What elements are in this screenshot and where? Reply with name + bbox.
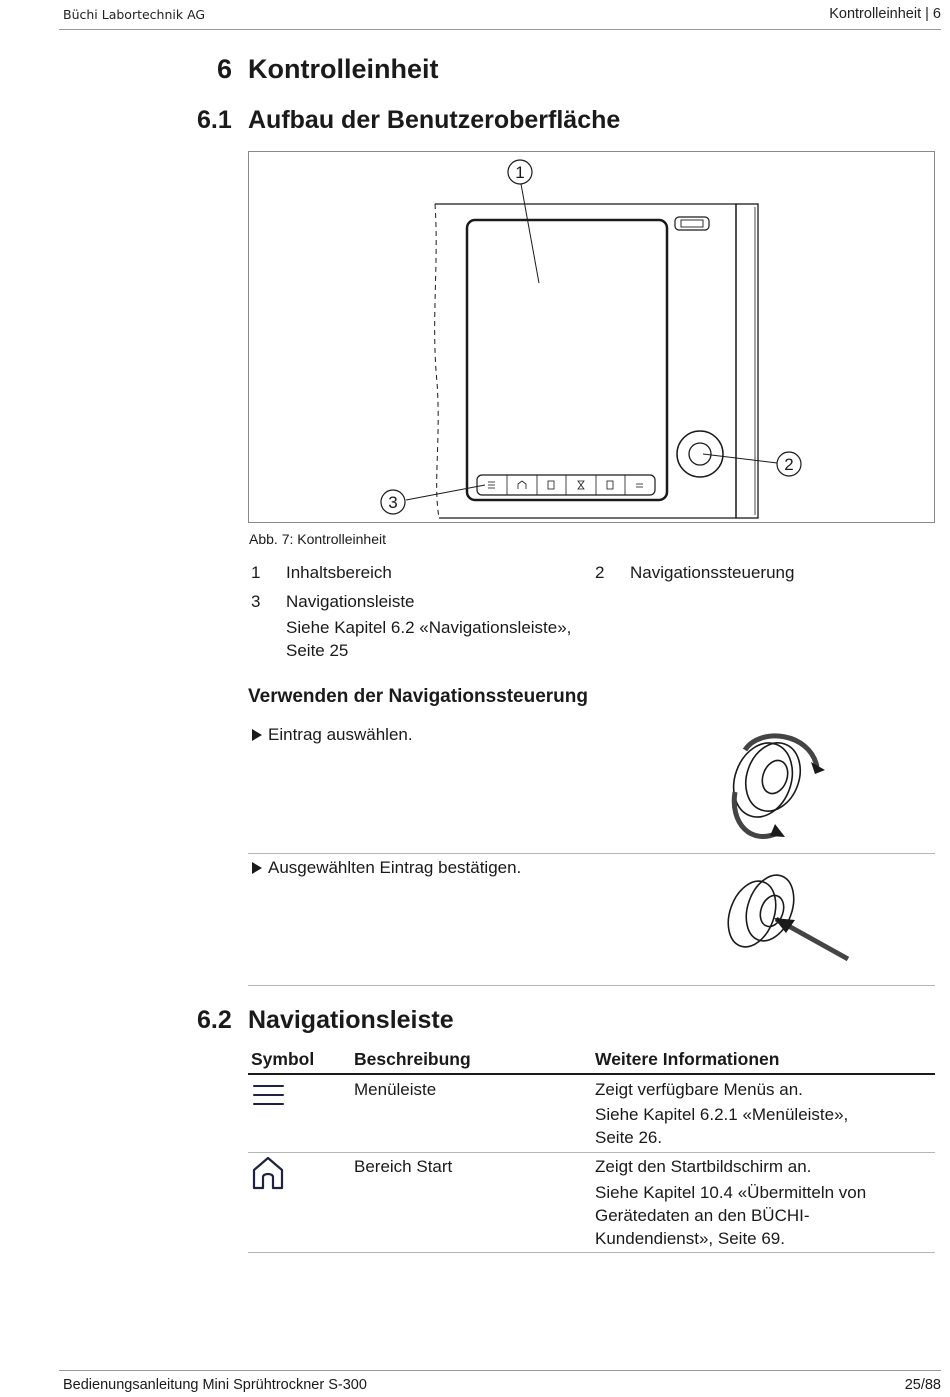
legend-1-num: 1: [251, 563, 261, 582]
legend-3-reference[interactable]: Siehe Kapitel 6.2 «Navigationsleiste»,: [286, 618, 572, 637]
figure-caption: Abb. 7: Kontrolleinheit: [249, 531, 386, 547]
home-icon: [251, 1155, 287, 1191]
callout-2: 2: [784, 455, 794, 474]
legend-3-num: 3: [251, 592, 261, 611]
legend-3-label: Navigationsleiste: [286, 592, 415, 611]
footer-divider: [59, 1370, 941, 1371]
nav-control-heading: Verwenden der Navigationssteuerung: [248, 686, 588, 707]
row-menu-reference[interactable]: Siehe Kapitel 6.2.1 «Menüleiste»,: [595, 1105, 849, 1124]
step-confirm-text: Ausgewählten Eintrag bestätigen.: [268, 858, 522, 877]
chapter-number: 6: [217, 54, 233, 84]
legend-2-label: Navigationssteuerung: [630, 563, 795, 582]
legend-3-reference-page[interactable]: Seite 25: [286, 641, 349, 660]
footer-page-number: 25/88: [904, 1377, 941, 1393]
section-divider: [248, 985, 935, 986]
step-divider: [248, 853, 935, 854]
knob-rotate-icon: [715, 722, 835, 847]
callout-3: 3: [388, 493, 398, 512]
legend-1-label: Inhaltsbereich: [286, 563, 392, 582]
chapter-title: Kontrolleinheit: [248, 54, 439, 84]
header-divider: [59, 29, 941, 30]
row-menu-info: Zeigt verfügbare Menüs an.: [595, 1080, 803, 1099]
section-6-1-number: 6.1: [197, 106, 232, 134]
step-bullet-icon: [252, 862, 262, 874]
row-home-info: Zeigt den Startbildschirm an.: [595, 1157, 812, 1176]
table-row-divider: [248, 1152, 935, 1153]
section-6-1-title: Aufbau der Benutzeroberfläche: [248, 106, 621, 134]
row-home-reference-3[interactable]: Kundendienst», Seite 69.: [595, 1229, 785, 1248]
menu-icon: [252, 1083, 286, 1107]
table-bottom-rule: [248, 1252, 935, 1253]
row-home-reference[interactable]: Siehe Kapitel 10.4 «Übermitteln von: [595, 1183, 867, 1202]
step-select-text: Eintrag auswählen.: [268, 725, 413, 744]
control-unit-illustration: [249, 152, 934, 522]
header-company: Büchi Labortechnik AG: [63, 7, 206, 22]
table-header-rule: [248, 1073, 935, 1075]
callout-1: 1: [515, 163, 525, 182]
knob-press-icon: [720, 866, 855, 966]
header-section: Kontrolleinheit | 6: [829, 6, 941, 22]
legend-2-num: 2: [595, 563, 605, 582]
section-6-2-number: 6.2: [197, 1006, 232, 1034]
footer-document: Bedienungsanleitung Mini Sprühtrockner S-300: [63, 1377, 367, 1393]
step-confirm: [252, 858, 521, 878]
row-menu-reference-page[interactable]: Seite 26.: [595, 1128, 663, 1147]
step-bullet-icon: [252, 729, 262, 741]
step-select: [252, 725, 413, 745]
figure-frame: [248, 151, 935, 523]
section-6-2-title: Navigationsleiste: [248, 1006, 454, 1034]
row-menu-description: Menüleiste: [354, 1080, 437, 1099]
row-home-description: Bereich Start: [354, 1157, 453, 1176]
table-header-symbol: Symbol: [251, 1049, 315, 1069]
table-header-description: Beschreibung: [354, 1049, 471, 1069]
table-header-info: Weitere Informationen: [595, 1049, 780, 1069]
row-home-reference-2[interactable]: Gerätedaten an den BÜCHI-: [595, 1206, 810, 1225]
